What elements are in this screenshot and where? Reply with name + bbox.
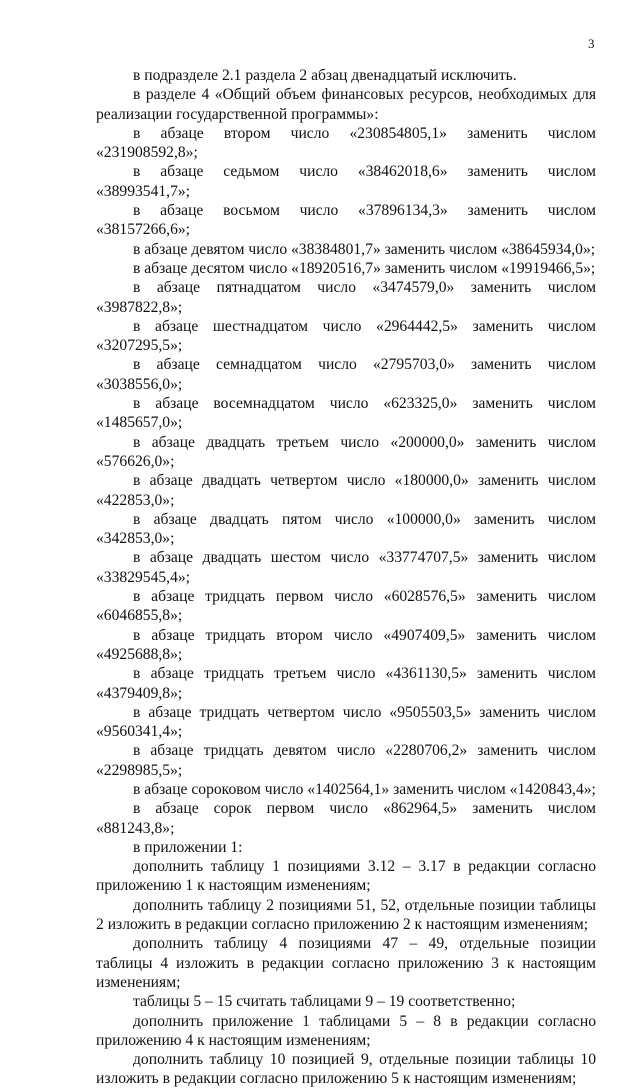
- paragraph: таблицы 5 – 15 считать таблицами 9 – 19 соответственно;: [133, 993, 516, 1011]
- paragraph: в абзаце семнадцатом число «2795703,0» заменить числом «3038556,0»;: [96, 356, 596, 393]
- paragraph: в абзаце тридцать четвертом число «9505503,5» заменить числом «9560341,4»;: [96, 703, 596, 741]
- paragraph: в абзаце тридцать втором число «4907409,5» заменить числом «4925688,8»;: [96, 626, 596, 663]
- paragraph: в абзаце сорок первом число «862964,5» заменить числом «881243,8»;: [96, 800, 596, 837]
- paragraph: дополнить таблицу 2 позициями 51, 52, отдельные позиции таблицы 2 изложить в редакции согласно приложению 2 к настоящим изменениям;: [96, 896, 596, 934]
- paragraph: дополнить таблицу 1 позициями 3.12 – 3.17 в редакции согласно приложению 1 к настоящим изменениям;: [96, 858, 596, 895]
- paragraph: в абзаце девятом число «38384801,7» заменить числом «38645934,0»;: [133, 240, 596, 258]
- paragraph: дополнить таблицу 10 позицией 9, отдельные позиции таблицы 10 изложить в редакции согласно приложению 5 к настоящим изменениям;: [96, 1051, 596, 1088]
- paragraph: в абзаце пятнадцатом число «3474579,0» заменить числом «3987822,8»;: [96, 279, 596, 316]
- paragraph: в абзаце двадцать четвертом число «180000,0» заменить числом «422853,0»;: [96, 472, 596, 509]
- document-body: [96, 66, 596, 1089]
- paragraph: в приложении 1:: [133, 838, 243, 856]
- paragraph: дополнить таблицу 4 позициями 47 – 49, отдельные позиции таблицы 4 изложить в редакции согласно приложению 3 к настоящим изменениям;: [96, 935, 596, 991]
- paragraph: в абзаце двадцать пятом число «100000,0» заменить числом «342853,0»;: [96, 510, 596, 548]
- paragraph: в разделе 4 «Общий объем финансовых ресурсов, необходимых для реализации государственной программы»:: [96, 86, 596, 123]
- paragraph: в абзаце тридцать третьем число «4361130,5» заменить числом «4379409,8»;: [96, 665, 596, 702]
- paragraph: в абзаце тридцать первом число «6028576,5» заменить числом «6046855,8»;: [96, 588, 596, 625]
- paragraph: в подразделе 2.1 раздела 2 абзац двенадцатый исключить.: [133, 67, 517, 84]
- page-number: 3: [588, 36, 595, 51]
- paragraph: дополнить приложение 1 таблицами 5 – 8 в редакции согласно приложению 4 к настоящим изменениям;: [96, 1012, 596, 1049]
- paragraph: в абзаце втором число «230854805,1» заменить числом «231908592,8»;: [96, 124, 596, 162]
- paragraph: в абзаце седьмом число «38462018,6» заменить числом «38993541,7»;: [96, 163, 596, 200]
- paragraph: в абзаце шестнадцатом число «2964442,5» заменить числом «3207295,5»;: [96, 317, 596, 355]
- paragraph: в абзаце сороковом число «1402564,1» заменить числом «1420843,4»;: [133, 780, 596, 798]
- paragraph: в абзаце двадцать третьем число «200000,0» заменить числом «576626,0»;: [96, 433, 596, 470]
- paragraph: в абзаце тридцать девятом число «2280706,2» заменить числом «2298985,5»;: [96, 742, 596, 779]
- paragraph: в абзаце десятом число «18920516,7» заменить числом «19919466,5»;: [133, 259, 596, 277]
- paragraph: в абзаце двадцать шестом число «33774707,5» заменить числом «33829545,4»;: [96, 549, 596, 586]
- paragraph: в абзаце восьмом число «37896134,3» заменить числом «38157266,6»;: [96, 202, 596, 239]
- paragraph: в абзаце восемнадцатом число «623325,0» заменить числом «1485657,0»;: [96, 395, 596, 432]
